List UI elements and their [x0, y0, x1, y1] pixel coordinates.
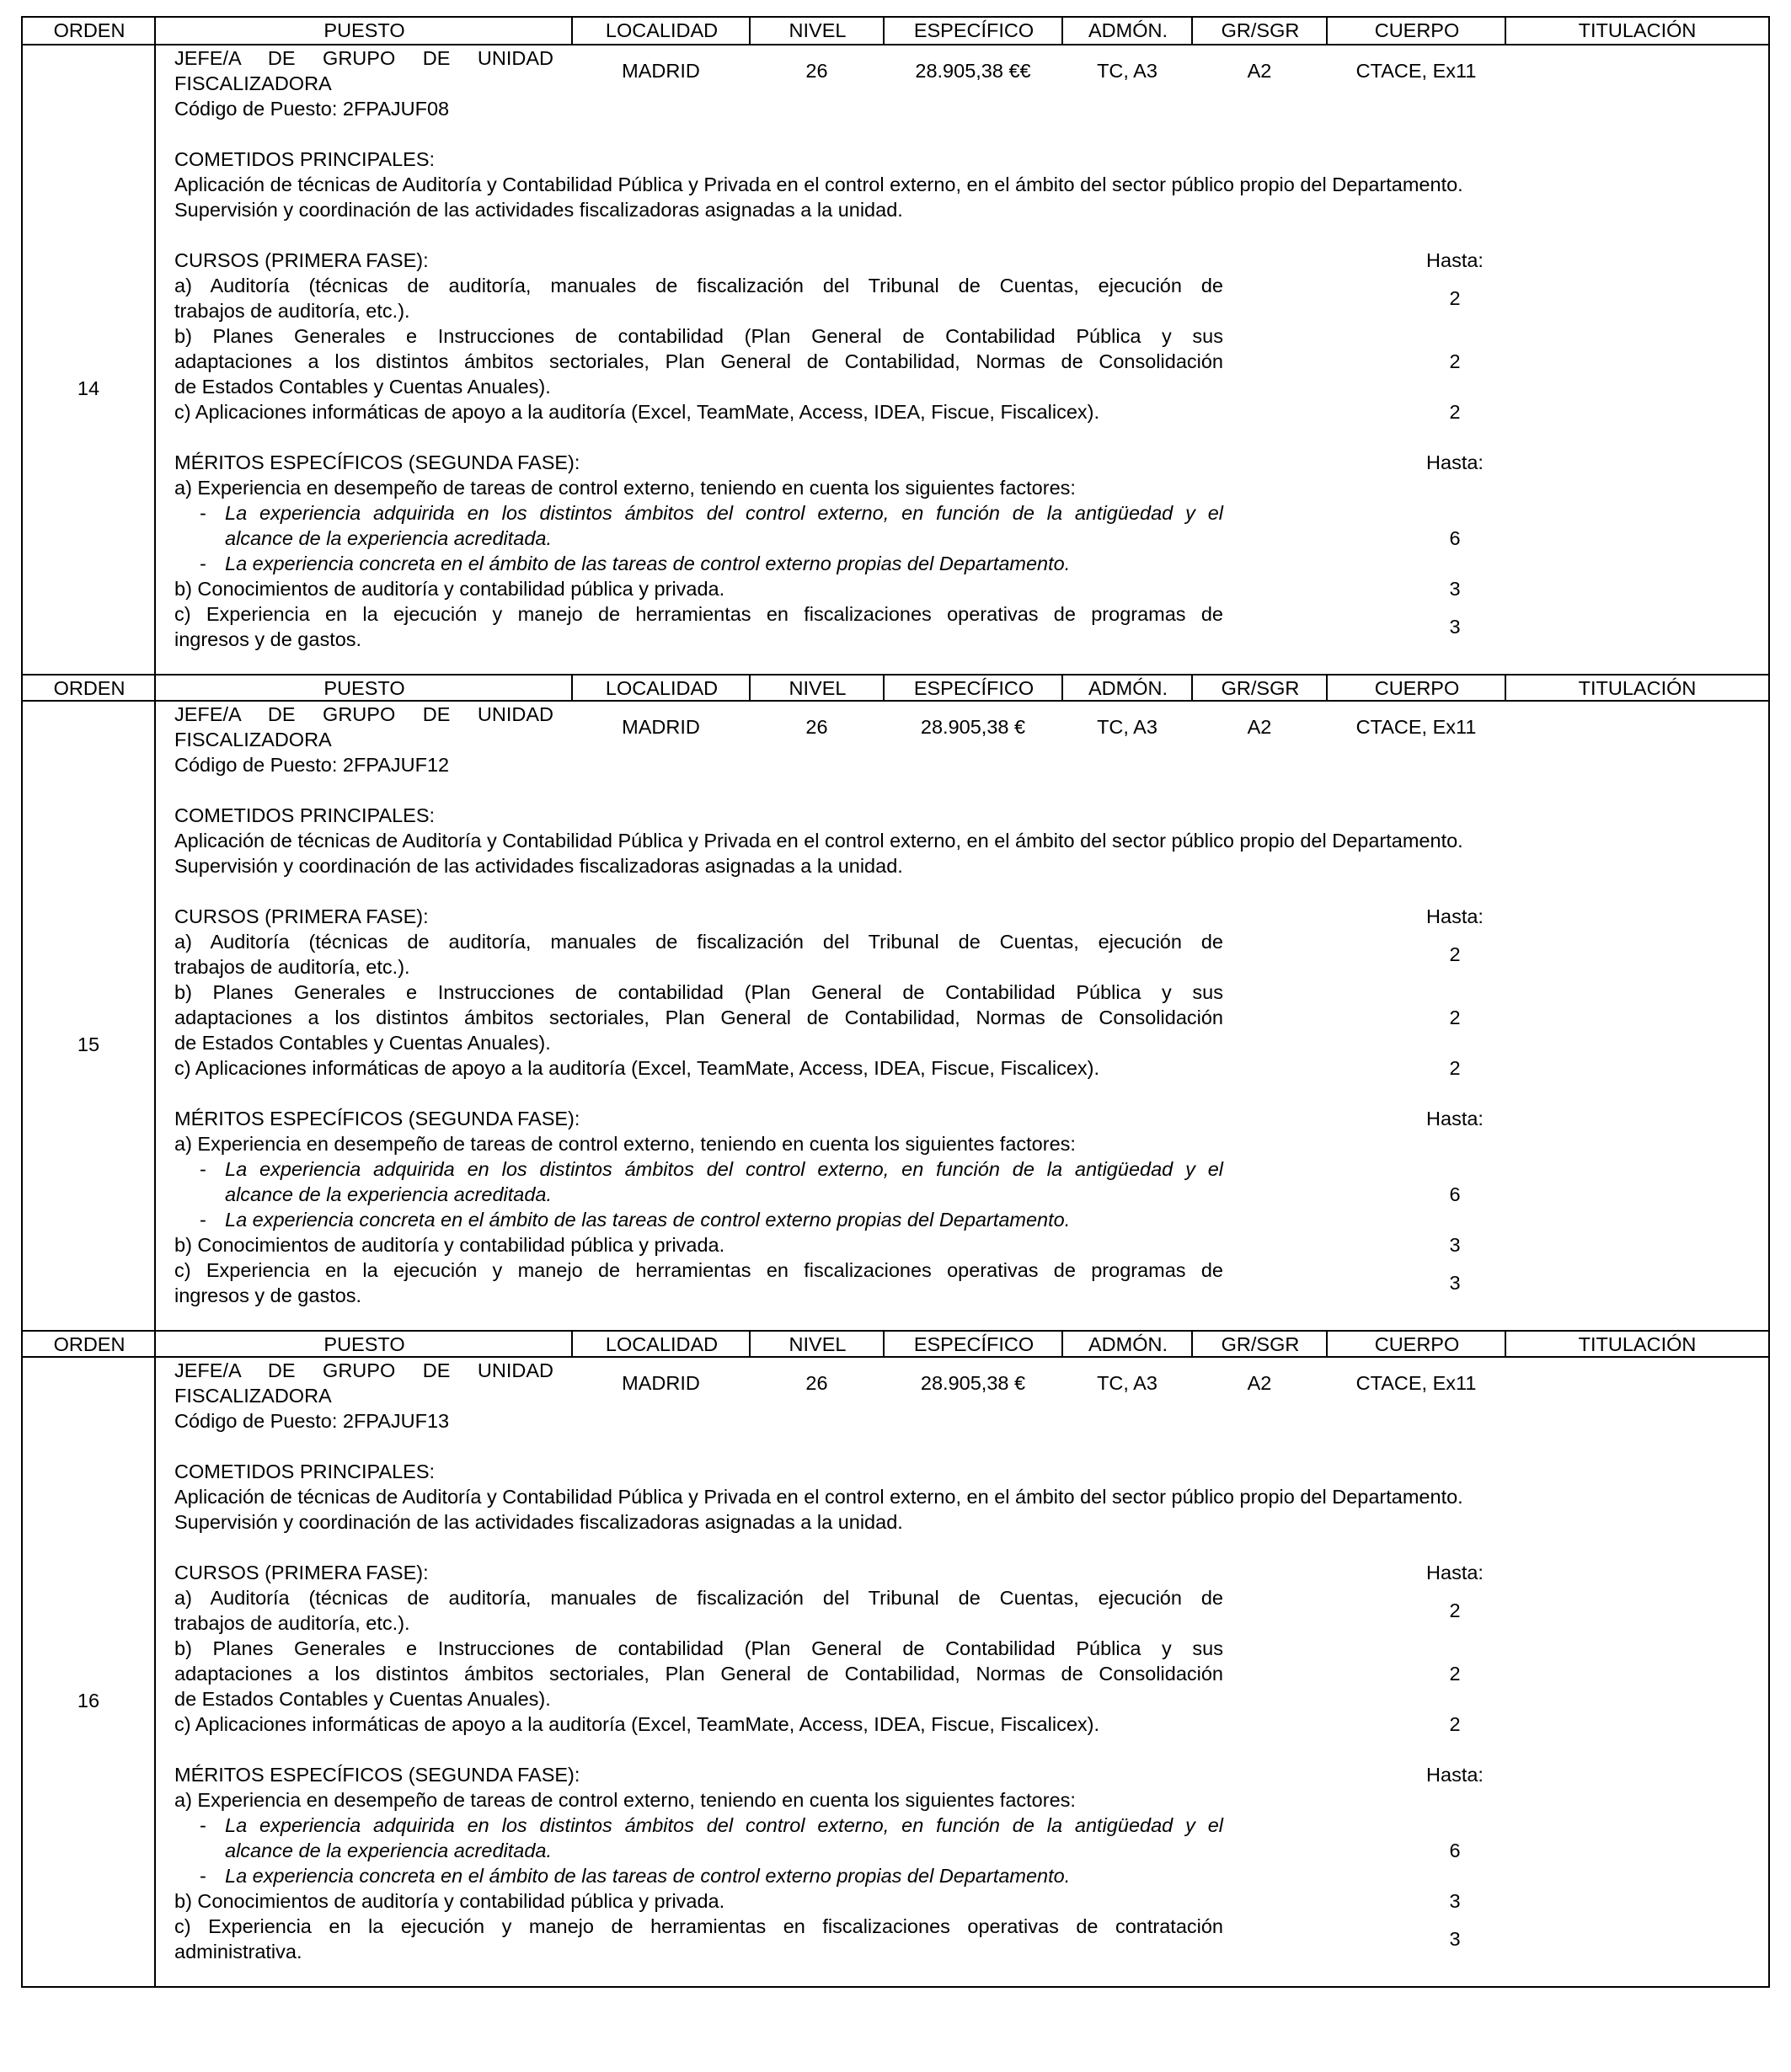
curso-a-line1: a) Auditoría (técnicas de auditoría, manuales de fiscalización del Tribunal de Cuentas, ejecución de: [174, 931, 1223, 953]
merito-a-line: a) Experiencia en desempeño de tareas de control externo, teniendo en cuenta los siguientes factores:: [174, 1789, 1076, 1811]
especifico-value: 28.905,38 €€: [915, 60, 1031, 82]
especifico-value: 28.905,38 €: [920, 716, 1026, 738]
puesto-title-line1: JEFE/A DE GRUPO DE UNIDAD: [174, 703, 553, 725]
header-grsgr: GR/SGR: [1191, 676, 1328, 702]
merito-a-points: 6: [1449, 1183, 1461, 1205]
puesto-title-line2: FISCALIZADORA: [174, 729, 332, 750]
cometidos-title: COMETIDOS PRINCIPALES:: [174, 1461, 436, 1482]
header-orden: ORDEN: [53, 19, 126, 41]
header-admon: ADMÓN.: [1061, 676, 1193, 702]
meritos-hasta: Hasta:: [1426, 451, 1484, 473]
localidad-value: MADRID: [622, 716, 700, 738]
orden-number: 14: [77, 377, 100, 399]
header-titulacion: TITULACIÓN: [1505, 1332, 1768, 1358]
table-header-row: [23, 674, 1768, 702]
nivel-value: 26: [805, 1372, 828, 1394]
header-orden: ORDEN: [53, 677, 126, 699]
merito-c-points: 3: [1449, 1272, 1461, 1294]
cometidos-line1: Aplicación de técnicas de Auditoría y Contabilidad Pública y Privada en el control externo, en el ámbito del sector público propio del Departamento.: [174, 830, 1463, 852]
codigo-puesto: Código de Puesto: 2FPAJUF12: [174, 754, 450, 776]
cometidos-title: COMETIDOS PRINCIPALES:: [174, 804, 436, 826]
orden-cell: [23, 702, 156, 1330]
curso-c-line: c) Aplicaciones informáticas de apoyo a la auditoría (Excel, TeamMate, Access, IDEA, Fiscue, Fiscalicex).: [174, 401, 1099, 423]
merito-a-bullet1-line1: La experiencia adquirida en los distintos ámbitos del control externo, en función de la antigüedad y el: [225, 502, 1223, 524]
merito-a-bullet1-dash: -: [200, 1158, 206, 1180]
meritos-hasta: Hasta:: [1426, 1764, 1484, 1786]
curso-a-points: 2: [1449, 943, 1461, 965]
curso-b-line3: de Estados Contables y Cuentas Anuales).: [174, 376, 551, 398]
curso-c-points: 2: [1449, 401, 1461, 423]
merito-a-bullet2: La experiencia concreta en el ámbito de las tareas de control externo propias del Departamento.: [225, 553, 1071, 574]
header-grsgr: GR/SGR: [1191, 1332, 1328, 1358]
cometidos-line2: Supervisión y coordinación de las actividades fiscalizadoras asignadas a la unidad.: [174, 855, 903, 877]
merito-b-points: 3: [1449, 578, 1461, 600]
cuerpo-value: CTACE, Ex11: [1355, 60, 1477, 82]
merito-c-line2: administrativa.: [174, 1941, 302, 1963]
curso-b-line1: b) Planes Generales e Instrucciones de contabilidad (Plan General de Contabilidad Pública y sus: [174, 1637, 1223, 1659]
position-block: [23, 1358, 1768, 1986]
merito-a-bullet2: La experiencia concreta en el ámbito de las tareas de control externo propias del Departamento.: [225, 1209, 1071, 1231]
header-puesto: PUESTO: [154, 676, 573, 702]
cuerpo-value: CTACE, Ex11: [1355, 716, 1477, 738]
curso-b-line2: adaptaciones a los distintos ámbitos sectoriales, Plan General de Contabilidad, Normas de Consolidación: [174, 350, 1223, 372]
merito-a-bullet2-dash: -: [200, 1209, 206, 1231]
puesto-title-line2: FISCALIZADORA: [174, 1385, 332, 1407]
header-puesto: PUESTO: [154, 1332, 573, 1358]
cursos-title: CURSOS (PRIMERA FASE):: [174, 1562, 429, 1583]
merito-c-line1: c) Experiencia en la ejecución y manejo de herramientas en fiscalizaciones operativas de contratación: [174, 1915, 1223, 1937]
curso-c-line: c) Aplicaciones informáticas de apoyo a la auditoría (Excel, TeamMate, Access, IDEA, Fiscue, Fiscalicex).: [174, 1713, 1099, 1735]
puesto-title-line1: JEFE/A DE GRUPO DE UNIDAD: [174, 47, 553, 69]
grsgr-value: A2: [1247, 60, 1272, 82]
position-block: [23, 45, 1768, 674]
merito-c-line2: ingresos y de gastos.: [174, 1284, 362, 1306]
admon-value: TC, A3: [1097, 1372, 1157, 1394]
codigo-puesto: Código de Puesto: 2FPAJUF13: [174, 1410, 450, 1432]
curso-a-line2: trabajos de auditoría, etc.).: [174, 300, 410, 322]
cometidos-line1: Aplicación de técnicas de Auditoría y Contabilidad Pública y Privada en el control externo, en el ámbito del sector público propio del Departamento.: [174, 1486, 1463, 1508]
orden-number: 16: [77, 1690, 100, 1712]
curso-a-line2: trabajos de auditoría, etc.).: [174, 1612, 410, 1634]
orden-cell: [23, 1358, 156, 1986]
meritos-title: MÉRITOS ESPECÍFICOS (SEGUNDA FASE):: [174, 1108, 580, 1129]
merito-b-line: b) Conocimientos de auditoría y contabilidad pública y privada.: [174, 1234, 725, 1256]
curso-a-line2: trabajos de auditoría, etc.).: [174, 956, 410, 978]
header-especifico: ESPECÍFICO: [883, 676, 1063, 702]
merito-a-bullet2-dash: -: [200, 1865, 206, 1887]
localidad-value: MADRID: [622, 60, 700, 82]
merito-a-bullet1-line1: La experiencia adquirida en los distintos ámbitos del control externo, en función de la antigüedad y el: [225, 1814, 1223, 1836]
merito-a-bullet1-dash: -: [200, 1814, 206, 1836]
cursos-title: CURSOS (PRIMERA FASE):: [174, 249, 429, 271]
nivel-value: 26: [805, 60, 828, 82]
header-nivel: NIVEL: [749, 676, 885, 702]
merito-a-bullet1-line2: alcance de la experiencia acreditada.: [225, 1183, 553, 1205]
merito-b-points: 3: [1449, 1234, 1461, 1256]
header-cuerpo: CUERPO: [1326, 1332, 1506, 1358]
meritos-title: MÉRITOS ESPECÍFICOS (SEGUNDA FASE):: [174, 451, 580, 473]
merito-c-line1: c) Experiencia en la ejecución y manejo de herramientas en fiscalizaciones operativas de programas de: [174, 603, 1223, 625]
cursos-hasta: Hasta:: [1426, 249, 1484, 271]
puesto-title-line2: FISCALIZADORA: [174, 72, 332, 94]
header-nivel: NIVEL: [749, 18, 885, 44]
codigo-puesto: Código de Puesto: 2FPAJUF08: [174, 98, 450, 120]
grsgr-value: A2: [1247, 1372, 1272, 1394]
table-header-row: [23, 18, 1768, 45]
curso-b-line3: de Estados Contables y Cuentas Anuales).: [174, 1688, 551, 1710]
header-localidad: LOCALIDAD: [571, 1332, 751, 1358]
merito-c-line2: ingresos y de gastos.: [174, 628, 362, 650]
table-header-row: [23, 1330, 1768, 1358]
merito-a-line: a) Experiencia en desempeño de tareas de control externo, teniendo en cuenta los siguientes factores:: [174, 1133, 1076, 1155]
cometidos-line1: Aplicación de técnicas de Auditoría y Contabilidad Pública y Privada en el control externo, en el ámbito del sector público propio del Departamento.: [174, 174, 1463, 195]
merito-a-points: 6: [1449, 1840, 1461, 1861]
puesto-title-line1: JEFE/A DE GRUPO DE UNIDAD: [174, 1359, 553, 1381]
cursos-hasta: Hasta:: [1426, 1562, 1484, 1583]
curso-b-points: 2: [1449, 350, 1461, 372]
especifico-value: 28.905,38 €: [920, 1372, 1026, 1394]
header-especifico: ESPECÍFICO: [883, 18, 1063, 44]
curso-b-line2: adaptaciones a los distintos ámbitos sectoriales, Plan General de Contabilidad, Normas de Consolidación: [174, 1007, 1223, 1028]
merito-a-line: a) Experiencia en desempeño de tareas de control externo, teniendo en cuenta los siguientes factores:: [174, 477, 1076, 499]
position-block: [23, 702, 1768, 1330]
meritos-title: MÉRITOS ESPECÍFICOS (SEGUNDA FASE):: [174, 1764, 580, 1786]
curso-b-points: 2: [1449, 1007, 1461, 1028]
curso-a-line1: a) Auditoría (técnicas de auditoría, manuales de fiscalización del Tribunal de Cuentas, ejecución de: [174, 275, 1223, 296]
header-admon: ADMÓN.: [1061, 18, 1193, 44]
merito-a-bullet1-line1: La experiencia adquirida en los distintos ámbitos del control externo, en función de la antigüedad y el: [225, 1158, 1223, 1180]
curso-b-line1: b) Planes Generales e Instrucciones de contabilidad (Plan General de Contabilidad Pública y sus: [174, 981, 1223, 1003]
curso-a-line1: a) Auditoría (técnicas de auditoría, manuales de fiscalización del Tribunal de Cuentas, ejecución de: [174, 1587, 1223, 1609]
orden-number: 15: [77, 1033, 100, 1055]
admon-value: TC, A3: [1097, 60, 1157, 82]
curso-c-points: 2: [1449, 1057, 1461, 1079]
header-titulacion: TITULACIÓN: [1505, 676, 1768, 702]
curso-b-line2: adaptaciones a los distintos ámbitos sectoriales, Plan General de Contabilidad, Normas de Consolidación: [174, 1663, 1223, 1685]
cometidos-line2: Supervisión y coordinación de las actividades fiscalizadoras asignadas a la unidad.: [174, 199, 903, 221]
merito-c-points: 3: [1449, 616, 1461, 638]
orden-cell: [23, 45, 156, 674]
merito-b-line: b) Conocimientos de auditoría y contabilidad pública y privada.: [174, 578, 725, 600]
merito-b-line: b) Conocimientos de auditoría y contabilidad pública y privada.: [174, 1890, 725, 1912]
header-admon: ADMÓN.: [1061, 1332, 1193, 1358]
nivel-value: 26: [805, 716, 828, 738]
merito-a-bullet1-line2: alcance de la experiencia acreditada.: [225, 1840, 553, 1861]
header-titulacion: TITULACIÓN: [1505, 18, 1768, 44]
curso-a-points: 2: [1449, 1599, 1461, 1621]
cursos-title: CURSOS (PRIMERA FASE):: [174, 905, 429, 927]
merito-c-points: 3: [1449, 1928, 1461, 1950]
header-localidad: LOCALIDAD: [571, 676, 751, 702]
vacancy-table: [21, 16, 1770, 1988]
merito-a-bullet1-dash: -: [200, 502, 206, 524]
grsgr-value: A2: [1247, 716, 1272, 738]
cometidos-line2: Supervisión y coordinación de las actividades fiscalizadoras asignadas a la unidad.: [174, 1511, 903, 1533]
cuerpo-value: CTACE, Ex11: [1355, 1372, 1477, 1394]
header-cuerpo: CUERPO: [1326, 676, 1506, 702]
curso-c-line: c) Aplicaciones informáticas de apoyo a la auditoría (Excel, TeamMate, Access, IDEA, Fiscue, Fiscalicex).: [174, 1057, 1099, 1079]
curso-b-points: 2: [1449, 1663, 1461, 1685]
admon-value: TC, A3: [1097, 716, 1157, 738]
merito-c-line1: c) Experiencia en la ejecución y manejo de herramientas en fiscalizaciones operativas de programas de: [174, 1259, 1223, 1281]
header-orden: ORDEN: [53, 1333, 126, 1355]
merito-a-bullet2-dash: -: [200, 553, 206, 574]
header-grsgr: GR/SGR: [1191, 18, 1328, 44]
merito-b-points: 3: [1449, 1890, 1461, 1912]
merito-a-bullet1-line2: alcance de la experiencia acreditada.: [225, 527, 553, 549]
header-puesto: PUESTO: [154, 18, 573, 44]
cursos-hasta: Hasta:: [1426, 905, 1484, 927]
curso-b-line3: de Estados Contables y Cuentas Anuales).: [174, 1032, 551, 1054]
header-nivel: NIVEL: [749, 1332, 885, 1358]
header-especifico: ESPECÍFICO: [883, 1332, 1063, 1358]
curso-c-points: 2: [1449, 1713, 1461, 1735]
curso-b-line1: b) Planes Generales e Instrucciones de contabilidad (Plan General de Contabilidad Pública y sus: [174, 325, 1223, 347]
localidad-value: MADRID: [622, 1372, 700, 1394]
header-cuerpo: CUERPO: [1326, 18, 1506, 44]
merito-a-bullet2: La experiencia concreta en el ámbito de las tareas de control externo propias del Departamento.: [225, 1865, 1071, 1887]
header-localidad: LOCALIDAD: [571, 18, 751, 44]
meritos-hasta: Hasta:: [1426, 1108, 1484, 1129]
cometidos-title: COMETIDOS PRINCIPALES:: [174, 148, 436, 170]
merito-a-points: 6: [1449, 527, 1461, 549]
curso-a-points: 2: [1449, 287, 1461, 309]
